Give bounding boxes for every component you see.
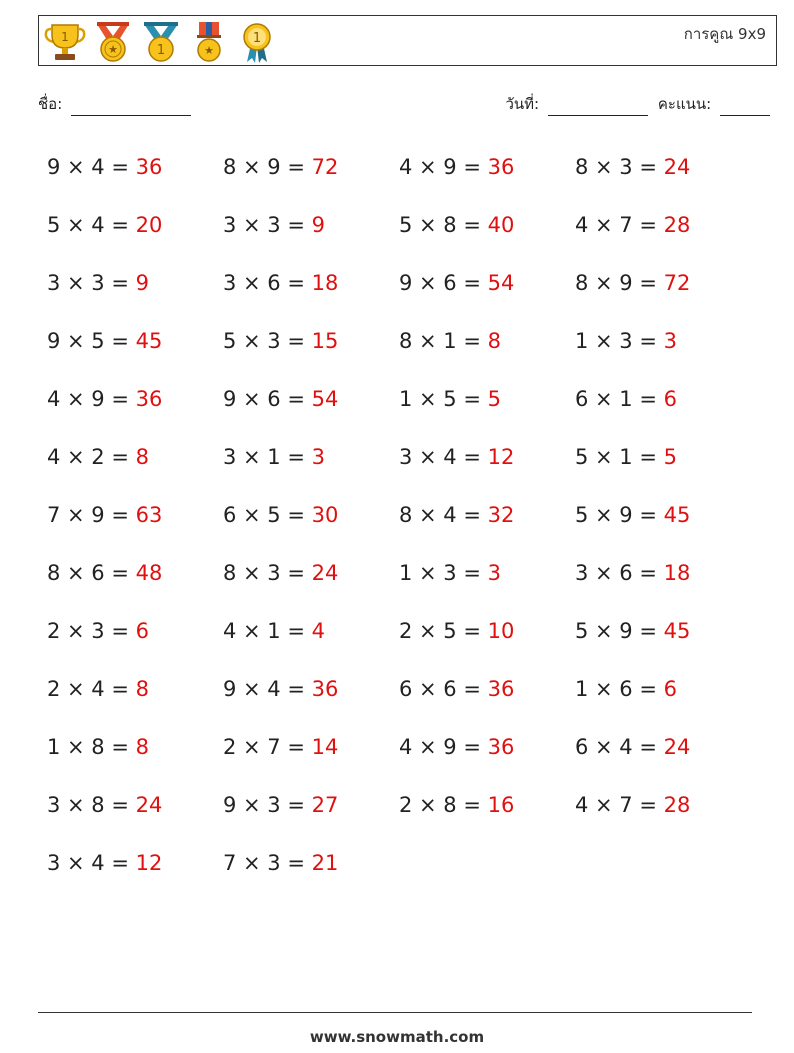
problem-item [214, 851, 390, 875]
problem-answer: 21 [311, 851, 339, 875]
problem-expression: 5 × 9 = [575, 503, 664, 527]
problem-expression: 6 × 4 = [575, 735, 664, 759]
problem-row [38, 834, 758, 892]
problem-row [38, 370, 758, 428]
problem-expression: 3 × 6 = [575, 561, 664, 585]
problem-item [214, 503, 390, 527]
problem-answer: 3 [663, 329, 677, 353]
problem-item [390, 329, 566, 353]
problem-expression: 1 × 3 = [399, 561, 488, 585]
problem-answer: 63 [135, 503, 163, 527]
score-field [658, 92, 770, 116]
problem-item [38, 851, 214, 875]
problem-answer: 18 [663, 561, 691, 585]
problem-answer: 6 [663, 387, 677, 411]
problem-item [390, 445, 566, 469]
problem-item [214, 387, 390, 411]
problem-expression: 9 × 6 = [399, 271, 488, 295]
problem-answer: 4 [311, 619, 325, 643]
problem-item [566, 793, 742, 817]
problem-answer: 12 [487, 445, 515, 469]
problem-item [566, 677, 742, 701]
problem-answer: 72 [311, 155, 339, 179]
problem-expression: 1 × 8 = [47, 735, 136, 759]
problem-item [566, 561, 742, 585]
ribbon-star-medal-icon [187, 20, 231, 64]
problem-answer: 20 [135, 213, 163, 237]
problem-answer: 32 [487, 503, 515, 527]
problem-expression: 2 × 7 = [223, 735, 312, 759]
problem-expression: 4 × 9 = [399, 155, 488, 179]
score-blank[interactable] [720, 99, 770, 116]
problem-item [214, 155, 390, 179]
problem-expression: 3 × 6 = [223, 271, 312, 295]
problem-item [390, 213, 566, 237]
first-place-rosette-icon [235, 20, 279, 64]
problem-expression: 1 × 5 = [399, 387, 488, 411]
problem-row [38, 544, 758, 602]
problem-answer: 36 [311, 677, 339, 701]
problem-answer: 8 [135, 735, 149, 759]
problem-item [38, 735, 214, 759]
problem-row [38, 776, 758, 834]
problem-item [38, 503, 214, 527]
first-place-medal-icon [139, 20, 183, 64]
star-medal-icon [91, 20, 135, 64]
problem-expression: 5 × 3 = [223, 329, 312, 353]
problem-expression: 6 × 5 = [223, 503, 312, 527]
problem-answer: 24 [135, 793, 163, 817]
svg-text:★: ★ [204, 44, 214, 57]
problem-item [566, 445, 742, 469]
problem-item [38, 677, 214, 701]
problem-item [566, 619, 742, 643]
problem-answer: 36 [135, 387, 163, 411]
problem-answer: 5 [487, 387, 501, 411]
problem-item [566, 271, 742, 295]
problem-expression: 9 × 3 = [223, 793, 312, 817]
problem-item [38, 329, 214, 353]
problem-item [214, 329, 390, 353]
problem-item [390, 155, 566, 179]
problem-expression: 5 × 9 = [575, 619, 664, 643]
problem-answer: 9 [135, 271, 149, 295]
problem-answer: 24 [663, 735, 691, 759]
problem-answer: 45 [663, 503, 691, 527]
svg-text:1: 1 [252, 31, 262, 46]
problem-answer: 8 [135, 677, 149, 701]
problem-expression: 2 × 3 = [47, 619, 136, 643]
problem-expression: 8 × 9 = [223, 155, 312, 179]
problem-item [38, 387, 214, 411]
problem-expression: 8 × 3 = [575, 155, 664, 179]
problem-item [214, 561, 390, 585]
problem-item [566, 503, 742, 527]
problem-expression: 8 × 1 = [399, 329, 488, 353]
problem-answer: 16 [487, 793, 515, 817]
problem-expression: 1 × 6 = [575, 677, 664, 701]
problem-item [214, 445, 390, 469]
problem-row [38, 138, 758, 196]
problem-expression: 4 × 9 = [47, 387, 136, 411]
problem-item [38, 271, 214, 295]
date-field [505, 92, 647, 116]
problem-answer: 3 [311, 445, 325, 469]
problem-expression: 9 × 5 = [47, 329, 136, 353]
problem-answer: 36 [487, 155, 515, 179]
problem-answer: 14 [311, 735, 339, 759]
problem-expression: 2 × 4 = [47, 677, 136, 701]
problem-row [38, 254, 758, 312]
problem-expression: 4 × 2 = [47, 445, 136, 469]
problem-answer: 48 [135, 561, 163, 585]
problem-answer: 27 [311, 793, 339, 817]
problem-answer: 24 [663, 155, 691, 179]
problem-answer: 40 [487, 213, 515, 237]
problem-item [390, 561, 566, 585]
problem-expression: 6 × 1 = [575, 387, 664, 411]
problem-answer: 28 [663, 213, 691, 237]
problem-row [38, 718, 758, 776]
svg-text:1: 1 [156, 43, 166, 58]
problem-expression: 5 × 1 = [575, 445, 664, 469]
problem-item [214, 735, 390, 759]
problem-answer: 18 [311, 271, 339, 295]
problem-item [38, 793, 214, 817]
problem-item [390, 677, 566, 701]
problem-item [390, 387, 566, 411]
problem-expression: 6 × 6 = [399, 677, 488, 701]
worksheet-title: การคูณ 9x9 [683, 25, 766, 43]
problem-answer: 36 [487, 735, 515, 759]
problem-item [566, 387, 742, 411]
problem-row [38, 196, 758, 254]
problem-item [38, 445, 214, 469]
problem-row [38, 602, 758, 660]
problem-item [38, 213, 214, 237]
problem-answer: 54 [487, 271, 515, 295]
problem-answer: 5 [663, 445, 677, 469]
problem-expression: 4 × 7 = [575, 793, 664, 817]
problem-expression: 4 × 1 = [223, 619, 312, 643]
problem-item [390, 735, 566, 759]
problem-item [566, 213, 742, 237]
svg-text:★: ★ [108, 43, 118, 56]
problem-item [214, 271, 390, 295]
problem-item [390, 793, 566, 817]
problem-answer: 3 [487, 561, 501, 585]
problem-expression: 8 × 4 = [399, 503, 488, 527]
problem-row [38, 486, 758, 544]
problem-answer: 8 [487, 329, 501, 353]
problem-expression: 7 × 3 = [223, 851, 312, 875]
problem-item [566, 155, 742, 179]
problem-answer: 28 [663, 793, 691, 817]
problem-expression: 3 × 8 = [47, 793, 136, 817]
problem-answer: 6 [135, 619, 149, 643]
problem-expression: 5 × 8 = [399, 213, 488, 237]
problem-expression: 3 × 4 = [399, 445, 488, 469]
problem-expression: 3 × 1 = [223, 445, 312, 469]
problem-expression: 2 × 5 = [399, 619, 488, 643]
date-label: วันที่: [505, 95, 540, 113]
medal-strip [43, 20, 279, 64]
problem-answer: 36 [135, 155, 163, 179]
problem-row [38, 660, 758, 718]
problem-row [38, 312, 758, 370]
problem-answer: 10 [487, 619, 515, 643]
problem-expression: 3 × 3 = [223, 213, 312, 237]
problem-expression: 4 × 7 = [575, 213, 664, 237]
problem-expression: 7 × 9 = [47, 503, 136, 527]
problem-expression: 9 × 4 = [223, 677, 312, 701]
problem-expression: 1 × 3 = [575, 329, 664, 353]
problem-expression: 8 × 9 = [575, 271, 664, 295]
problem-item [390, 619, 566, 643]
problem-row [38, 428, 758, 486]
problem-expression: 4 × 9 = [399, 735, 488, 759]
svg-text:1: 1 [61, 30, 69, 44]
problem-item [38, 561, 214, 585]
problem-answer: 45 [663, 619, 691, 643]
problem-item [214, 793, 390, 817]
problem-item [214, 213, 390, 237]
problem-item [38, 619, 214, 643]
problem-item [566, 329, 742, 353]
problem-expression: 9 × 6 = [223, 387, 312, 411]
problem-answer: 15 [311, 329, 339, 353]
name-field [38, 92, 191, 116]
problem-answer: 30 [311, 503, 339, 527]
footer-divider [38, 1012, 752, 1013]
problem-expression: 8 × 6 = [47, 561, 136, 585]
trophy-icon [43, 20, 87, 64]
score-label: คะแนน: [657, 95, 712, 113]
problem-expression: 2 × 8 = [399, 793, 488, 817]
worksheet-header [38, 15, 777, 66]
problem-item [38, 155, 214, 179]
date-score-fields [505, 92, 770, 116]
problem-answer: 8 [135, 445, 149, 469]
problem-answer: 36 [487, 677, 515, 701]
footer-url: www.snowmath.com [309, 1028, 485, 1046]
problem-expression: 3 × 3 = [47, 271, 136, 295]
problem-item [566, 735, 742, 759]
problem-expression: 9 × 4 = [47, 155, 136, 179]
problem-answer: 54 [311, 387, 339, 411]
date-blank[interactable] [548, 99, 648, 116]
problem-item [390, 271, 566, 295]
problem-answer: 24 [311, 561, 339, 585]
problem-answer: 6 [663, 677, 677, 701]
problem-expression: 8 × 3 = [223, 561, 312, 585]
name-blank[interactable] [71, 99, 191, 116]
problem-answer: 9 [311, 213, 325, 237]
problem-item [390, 503, 566, 527]
problem-answer: 72 [663, 271, 691, 295]
problem-item [214, 619, 390, 643]
problem-expression: 3 × 4 = [47, 851, 136, 875]
problem-item [214, 677, 390, 701]
problem-expression: 5 × 4 = [47, 213, 136, 237]
name-label: ชื่อ: [38, 95, 63, 113]
problem-grid [38, 138, 758, 892]
problem-answer: 45 [135, 329, 163, 353]
problem-answer: 12 [135, 851, 163, 875]
